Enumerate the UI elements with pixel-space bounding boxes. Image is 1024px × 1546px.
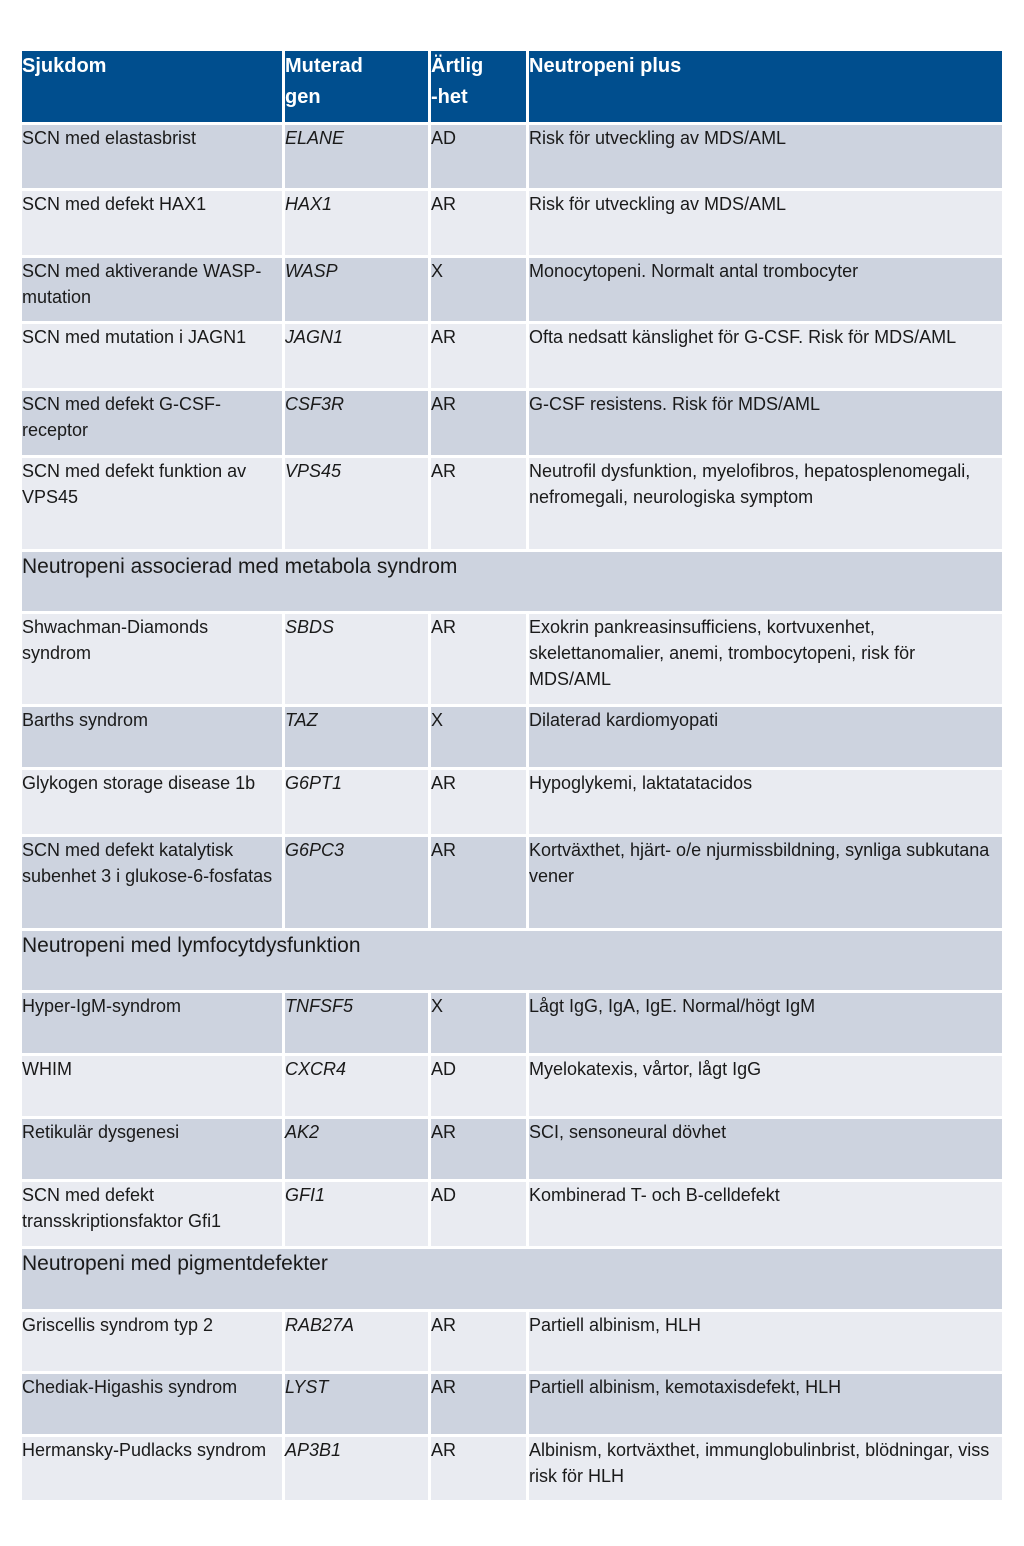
cell-gene: HAX1 <box>285 191 431 258</box>
cell-inheritance: AR <box>431 1312 529 1374</box>
table-row <box>22 125 1002 191</box>
cell-disease: SCN med defekt HAX1 <box>22 191 285 258</box>
table-row <box>22 1312 1002 1374</box>
cell-inheritance: AR <box>431 770 529 837</box>
table-row <box>22 1374 1002 1437</box>
cell-features: Ofta nedsatt känslighet för G-CSF. Risk för MDS/AML <box>529 324 1002 391</box>
cell-inheritance: AD <box>431 125 529 191</box>
cell-features: Lågt IgG, IgA, IgE. Normal/högt IgM <box>529 993 1002 1056</box>
cell-disease: SCN med elastasbrist <box>22 125 285 191</box>
cell-features: G-CSF resistens. Risk för MDS/AML <box>529 391 1002 458</box>
table-row <box>22 391 1002 458</box>
cell-inheritance: AR <box>431 391 529 458</box>
cell-gene: CXCR4 <box>285 1056 431 1119</box>
cell-gene: RAB27A <box>285 1312 431 1374</box>
cell-disease: Barths syndrom <box>22 707 285 770</box>
table-row <box>22 614 1002 707</box>
section-title: Neutropeni med pigmentdefekter <box>22 1249 1002 1312</box>
cell-inheritance: AR <box>431 614 529 707</box>
cell-features: Kortväxthet, hjärt- o/e njurmissbildning, synliga subkutana vener <box>529 837 1002 931</box>
table-row <box>22 707 1002 770</box>
cell-inheritance: AR <box>431 458 529 552</box>
cell-disease: SCN med defekt G-CSF-receptor <box>22 391 285 458</box>
cell-gene: VPS45 <box>285 458 431 552</box>
cell-disease: SCN med mutation i JAGN1 <box>22 324 285 391</box>
cell-features: Partiell albinism, HLH <box>529 1312 1002 1374</box>
cell-inheritance: X <box>431 707 529 770</box>
cell-disease: Retikulär dysgenesi <box>22 1119 285 1182</box>
cell-features: Kombinerad T- och B-celldefekt <box>529 1182 1002 1249</box>
column-header-sjukdom: Sjukdom <box>22 51 285 125</box>
cell-gene: AP3B1 <box>285 1437 431 1503</box>
cell-disease: SCN med defekt katalytisk subenhet 3 i glukose-6-fosfatas <box>22 837 285 931</box>
cell-gene: SBDS <box>285 614 431 707</box>
cell-features: Dilaterad kardiomyopati <box>529 707 1002 770</box>
cell-inheritance: AR <box>431 1374 529 1437</box>
table-row <box>22 1437 1002 1503</box>
table-row <box>22 1119 1002 1182</box>
cell-disease: SCN med defekt transskriptionsfaktor Gfi1 <box>22 1182 285 1249</box>
cell-disease: SCN med aktiverande WASP-mutation <box>22 258 285 324</box>
cell-inheritance: AR <box>431 191 529 258</box>
table-header-row <box>22 51 1002 125</box>
section-title: Neutropeni associerad med metabola syndrom <box>22 552 1002 614</box>
column-header-muterad-gen: Muterad gen <box>285 51 431 125</box>
table-row <box>22 324 1002 391</box>
cell-gene: ELANE <box>285 125 431 191</box>
column-header-neutropeni-plus: Neutropeni plus <box>529 51 1002 125</box>
cell-features: Exokrin pankreasinsufficiens, kortvuxenhet, skelettanomalier, anemi, trombocytopeni, risk för MDS/AML <box>529 614 1002 707</box>
table-row <box>22 191 1002 258</box>
cell-disease: Glykogen storage disease 1b <box>22 770 285 837</box>
cell-gene: TAZ <box>285 707 431 770</box>
cell-gene: CSF3R <box>285 391 431 458</box>
cell-gene: JAGN1 <box>285 324 431 391</box>
neutropenia-table <box>22 51 1002 1503</box>
cell-features: Partiell albinism, kemotaxisdefekt, HLH <box>529 1374 1002 1437</box>
cell-gene: WASP <box>285 258 431 324</box>
cell-features: Hypoglykemi, laktatatacidos <box>529 770 1002 837</box>
cell-gene: G6PC3 <box>285 837 431 931</box>
table-row <box>22 1182 1002 1249</box>
cell-features: Albinism, kortväxthet, immunglobulinbrist, blödningar, viss risk för HLH <box>529 1437 1002 1503</box>
cell-gene: LYST <box>285 1374 431 1437</box>
cell-inheritance: AR <box>431 837 529 931</box>
table-row <box>22 458 1002 552</box>
section-header-row <box>22 931 1002 993</box>
cell-inheritance: AR <box>431 1119 529 1182</box>
cell-inheritance: AD <box>431 1056 529 1119</box>
table-row <box>22 837 1002 931</box>
section-header-row <box>22 1249 1002 1312</box>
cell-gene: AK2 <box>285 1119 431 1182</box>
cell-inheritance: AD <box>431 1182 529 1249</box>
cell-disease: Hermansky-Pudlacks syndrom <box>22 1437 285 1503</box>
table-row <box>22 993 1002 1056</box>
cell-features: Risk för utveckling av MDS/AML <box>529 191 1002 258</box>
column-header-artlighet: Ärtlig -het <box>431 51 529 125</box>
cell-disease: Hyper-IgM-syndrom <box>22 993 285 1056</box>
cell-disease: Shwachman-Diamonds syndrom <box>22 614 285 707</box>
cell-gene: GFI1 <box>285 1182 431 1249</box>
cell-inheritance: AR <box>431 1437 529 1503</box>
cell-disease: Griscellis syndrom typ 2 <box>22 1312 285 1374</box>
cell-features: Neutrofil dysfunktion, myelofibros, hepatosplenomegali, nefromegali, neurologiska symptom <box>529 458 1002 552</box>
cell-features: Risk för utveckling av MDS/AML <box>529 125 1002 191</box>
cell-disease: Chediak-Higashis syndrom <box>22 1374 285 1437</box>
table-row <box>22 258 1002 324</box>
section-header-row <box>22 552 1002 614</box>
cell-disease: SCN med defekt funktion av VPS45 <box>22 458 285 552</box>
cell-features: Myelokatexis, vårtor, lågt IgG <box>529 1056 1002 1119</box>
cell-inheritance: X <box>431 993 529 1056</box>
cell-inheritance: X <box>431 258 529 324</box>
table-row <box>22 1056 1002 1119</box>
table-row <box>22 770 1002 837</box>
cell-gene: TNFSF5 <box>285 993 431 1056</box>
cell-features: SCI, sensoneural dövhet <box>529 1119 1002 1182</box>
table-body <box>22 125 1002 1503</box>
cell-gene: G6PT1 <box>285 770 431 837</box>
cell-features: Monocytopeni. Normalt antal trombocyter <box>529 258 1002 324</box>
cell-disease: WHIM <box>22 1056 285 1119</box>
cell-inheritance: AR <box>431 324 529 391</box>
section-title: Neutropeni med lymfocytdysfunktion <box>22 931 1002 993</box>
